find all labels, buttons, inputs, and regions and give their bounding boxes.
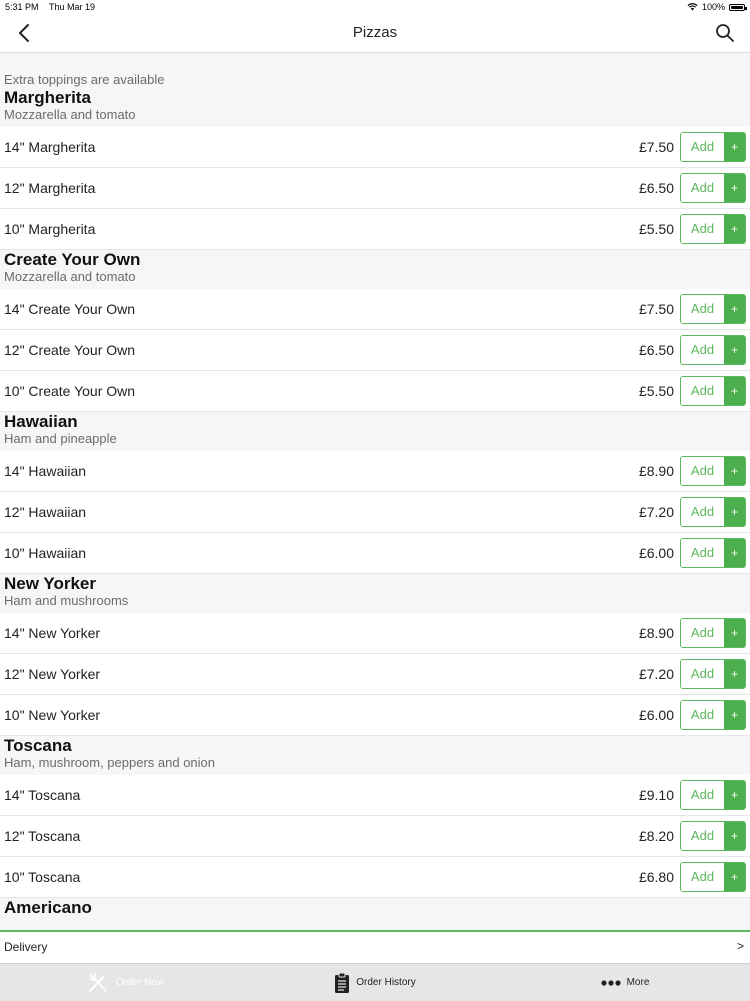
menu-item-row[interactable]: [0, 209, 750, 250]
page-title: Pizzas: [352, 24, 398, 41]
plus-icon: +: [724, 457, 745, 485]
clipboard-icon: [334, 972, 350, 994]
menu-item-row[interactable]: [0, 127, 750, 168]
menu-item-price: £7.20: [638, 666, 674, 682]
menu-item-row[interactable]: [0, 695, 750, 736]
category-section: [0, 574, 750, 736]
menu-item-row[interactable]: [0, 613, 750, 654]
delivery-label: Delivery: [4, 940, 48, 954]
menu-item-price: £6.00: [638, 707, 674, 723]
plus-icon: +: [724, 336, 745, 364]
plus-icon: +: [724, 822, 745, 850]
plus-icon: +: [724, 619, 745, 647]
add-button-label: Add: [681, 133, 724, 161]
tab-more-label: More: [626, 977, 650, 988]
menu-item-name: 12" Margherita: [4, 180, 96, 196]
add-button[interactable]: [680, 618, 746, 648]
add-button-label: Add: [681, 822, 724, 850]
menu-item-row[interactable]: [0, 816, 750, 857]
category-list: [0, 88, 750, 917]
plus-icon: +: [724, 863, 745, 891]
plus-icon: +: [724, 498, 745, 526]
add-button[interactable]: [680, 214, 746, 244]
battery-percent: 100%: [701, 2, 725, 12]
status-time: 5:31 PM: [5, 2, 39, 12]
plus-icon: +: [724, 781, 745, 809]
tab-order-now-label: Order Now: [115, 977, 165, 988]
category-header: [0, 736, 750, 775]
add-button[interactable]: [680, 821, 746, 851]
menu-item-row[interactable]: [0, 857, 750, 898]
add-button[interactable]: [680, 173, 746, 203]
battery-icon: [729, 4, 745, 11]
category-name: Americano: [4, 898, 92, 917]
menu-item-name: 14" Margherita: [4, 139, 96, 155]
add-button-label: Add: [681, 660, 724, 688]
menu-item-name: 14" Hawaiian: [4, 463, 87, 479]
add-button-label: Add: [681, 701, 724, 729]
category-header: [0, 898, 750, 917]
category-description: Mozzarella and tomato: [4, 107, 136, 122]
category-description: Mozzarella and tomato: [4, 269, 136, 284]
menu-item-price: £8.90: [638, 625, 674, 641]
menu-item-price: £7.50: [638, 301, 674, 317]
menu-item-name: 14" New Yorker: [4, 625, 101, 641]
plus-icon: +: [724, 701, 745, 729]
add-button[interactable]: [680, 538, 746, 568]
menu-item-name: 10" Hawaiian: [4, 545, 87, 561]
tab-order-now[interactable]: [0, 964, 250, 1001]
add-button[interactable]: [680, 335, 746, 365]
menu-item-name: 10" Create Your Own: [4, 383, 136, 399]
menu-item-name: 10" Margherita: [4, 221, 96, 237]
category-section: [0, 898, 750, 917]
tab-order-history-label: Order History: [356, 977, 416, 988]
menu-item-price: £7.50: [638, 139, 674, 155]
intro-note: Extra toppings are available: [4, 72, 165, 87]
add-button-label: Add: [681, 498, 724, 526]
category-section: [0, 736, 750, 898]
delivery-bar[interactable]: [0, 930, 750, 963]
menu-item-name: 14" Toscana: [4, 787, 81, 803]
menu-item-row[interactable]: [0, 451, 750, 492]
menu-item-price: £8.20: [638, 828, 674, 844]
add-button[interactable]: [680, 456, 746, 486]
fork-knife-icon: [86, 971, 110, 995]
status-date: Thu Mar 19: [49, 2, 96, 12]
add-button-label: Add: [681, 377, 724, 405]
category-section: [0, 88, 750, 250]
menu-item-price: £7.20: [638, 504, 674, 520]
menu-item-price: £5.50: [638, 221, 674, 237]
menu-item-name: 14" Create Your Own: [4, 301, 136, 317]
add-button-label: Add: [681, 174, 724, 202]
tab-bar: [0, 963, 750, 1001]
tab-more[interactable]: [500, 964, 750, 1001]
search-icon: [714, 22, 736, 44]
category-name: Margherita: [4, 88, 91, 107]
add-button[interactable]: [680, 700, 746, 730]
add-button-label: Add: [681, 457, 724, 485]
add-button-label: Add: [681, 781, 724, 809]
menu-item-price: £8.90: [638, 463, 674, 479]
category-header: [0, 574, 750, 613]
more-dots-icon: [601, 980, 621, 986]
add-button[interactable]: [680, 376, 746, 406]
add-button[interactable]: [680, 132, 746, 162]
menu-item-price: £6.00: [638, 545, 674, 561]
status-left: [5, 2, 95, 12]
add-button-label: Add: [681, 619, 724, 647]
plus-icon: +: [724, 295, 745, 323]
add-button[interactable]: [680, 659, 746, 689]
search-button[interactable]: [714, 22, 736, 44]
category-section: [0, 412, 750, 574]
add-button[interactable]: [680, 497, 746, 527]
category-header: [0, 88, 750, 127]
menu-item-row[interactable]: [0, 654, 750, 695]
plus-icon: +: [724, 660, 745, 688]
add-button[interactable]: [680, 780, 746, 810]
nav-bar: [0, 14, 750, 53]
tab-order-history[interactable]: [250, 964, 500, 1001]
menu-item-price: £5.50: [638, 383, 674, 399]
menu-item-row[interactable]: [0, 492, 750, 533]
add-button-label: Add: [681, 295, 724, 323]
status-right: [687, 2, 745, 12]
plus-icon: +: [724, 133, 745, 161]
plus-icon: +: [724, 215, 745, 243]
menu-item-row[interactable]: [0, 289, 750, 330]
menu-item-name: 12" Toscana: [4, 828, 81, 844]
category-name: New Yorker: [4, 574, 96, 593]
menu-item-name: 12" Create Your Own: [4, 342, 136, 358]
add-button[interactable]: [680, 862, 746, 892]
menu-item-name: 12" New Yorker: [4, 666, 101, 682]
menu-item-row[interactable]: [0, 775, 750, 816]
menu-item-row[interactable]: [0, 371, 750, 412]
category-name: Toscana: [4, 736, 72, 755]
add-button[interactable]: [680, 294, 746, 324]
category-header: [0, 412, 750, 451]
plus-icon: +: [724, 377, 745, 405]
menu-item-price: £9.10: [638, 787, 674, 803]
add-button-label: Add: [681, 336, 724, 364]
category-section: [0, 250, 750, 412]
plus-icon: +: [724, 174, 745, 202]
menu-item-name: 12" Hawaiian: [4, 504, 87, 520]
menu-item-price: £6.50: [638, 342, 674, 358]
menu-list[interactable]: [0, 52, 750, 930]
category-description: Ham and pineapple: [4, 431, 117, 446]
category-description: Ham and mushrooms: [4, 593, 129, 608]
category-name: Hawaiian: [4, 412, 78, 431]
menu-item-price: £6.80: [638, 869, 674, 885]
menu-item-name: 10" New Yorker: [4, 707, 101, 723]
add-button-label: Add: [681, 539, 724, 567]
category-name: Create Your Own: [4, 250, 141, 269]
plus-icon: +: [724, 539, 745, 567]
menu-item-price: £6.50: [638, 180, 674, 196]
category-header: [0, 250, 750, 289]
menu-item-row[interactable]: [0, 330, 750, 371]
category-description: Ham, mushroom, peppers and onion: [4, 755, 216, 770]
add-button-label: Add: [681, 215, 724, 243]
menu-item-name: 10" Toscana: [4, 869, 81, 885]
delivery-chevron-icon: >: [736, 939, 744, 953]
menu-item-row[interactable]: [0, 168, 750, 209]
wifi-icon: [687, 3, 698, 11]
status-bar: [0, 0, 750, 14]
menu-item-row[interactable]: [0, 533, 750, 574]
add-button-label: Add: [681, 863, 724, 891]
